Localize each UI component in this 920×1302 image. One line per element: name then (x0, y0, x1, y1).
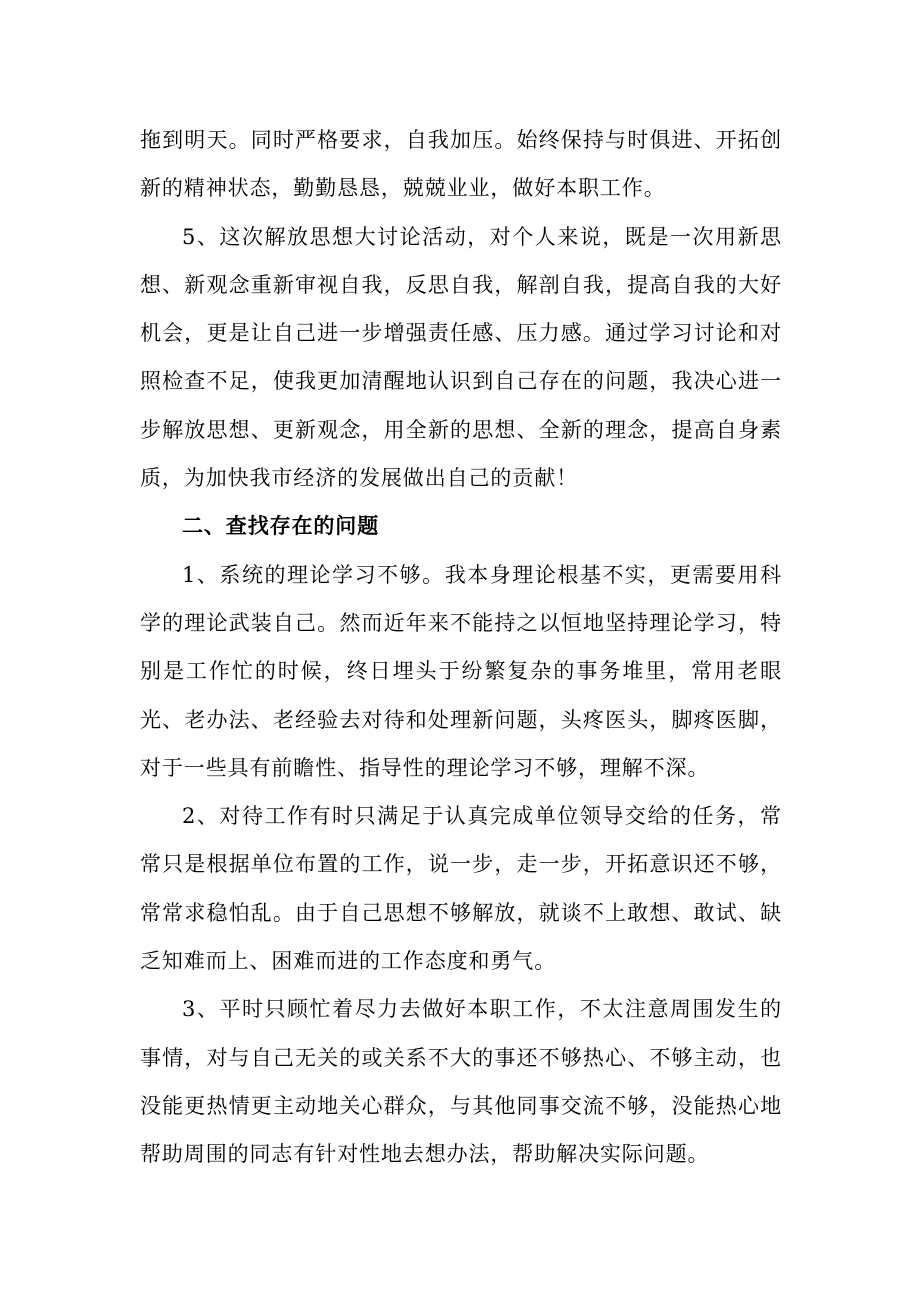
paragraph-problem-2: 2、对待工作有时只满足于认真完成单位领导交给的任务，常常只是根据单位布置的工作，说一步，走一步，开拓意识还不够，常常求稳怕乱。由于自己思想不够解放，就谈不上敢想、敢试、缺乏知难而上、困难而进的工作态度和勇气。 (140, 804, 782, 974)
paragraph-continuation: 拖到明天。同时严格要求，自我加压。始终保持与时俱进、开拓创新的精神状态，勤勤恳恳，兢兢业业，做好本职工作。 (140, 128, 782, 201)
section-heading-problems: 二、查找存在的问题 (182, 513, 380, 539)
paragraph-problem-3: 3、平时只顾忙着尽力去做好本职工作，不太注意周围发生的事情，对与自己无关的或关系不大的事还不够热心、不够主动，也没能更热情更主动地关心群众，与其他同事交流不够，没能热心地帮助周围的同志有针对性地去想办法，帮助解决实际问题。 (140, 997, 782, 1167)
document-body (140, 116, 782, 1179)
paragraph-item-5: 5、这次解放思想大讨论活动，对个人来说，既是一次用新思想、新观念重新审视自我，反思自我，解剖自我，提高自我的大好机会，更是让自己进一步增强责任感、压力感。通过学习讨论和对照检查不足，使我更加清醒地认识到自己存在的问题，我决心进一步解放思想、更新观念，用全新的思想、全新的理念，提高自身素质，为加快我市经济的发展做出自己的贡献！ (140, 224, 782, 491)
paragraph-problem-1: 1、系统的理论学习不够。我本身理论根基不实，更需要用科学的理论武装自己。然而近年来不能持之以恒地坚持理论学习，特别是工作忙的时候，终日埋头于纷繁复杂的事务堆里，常用老眼光、老办法、老经验去对待和处理新问题，头疼医头，脚疼医脚，对于一些具有前瞻性、指导性的理论学习不够，理解不深。 (140, 562, 782, 780)
